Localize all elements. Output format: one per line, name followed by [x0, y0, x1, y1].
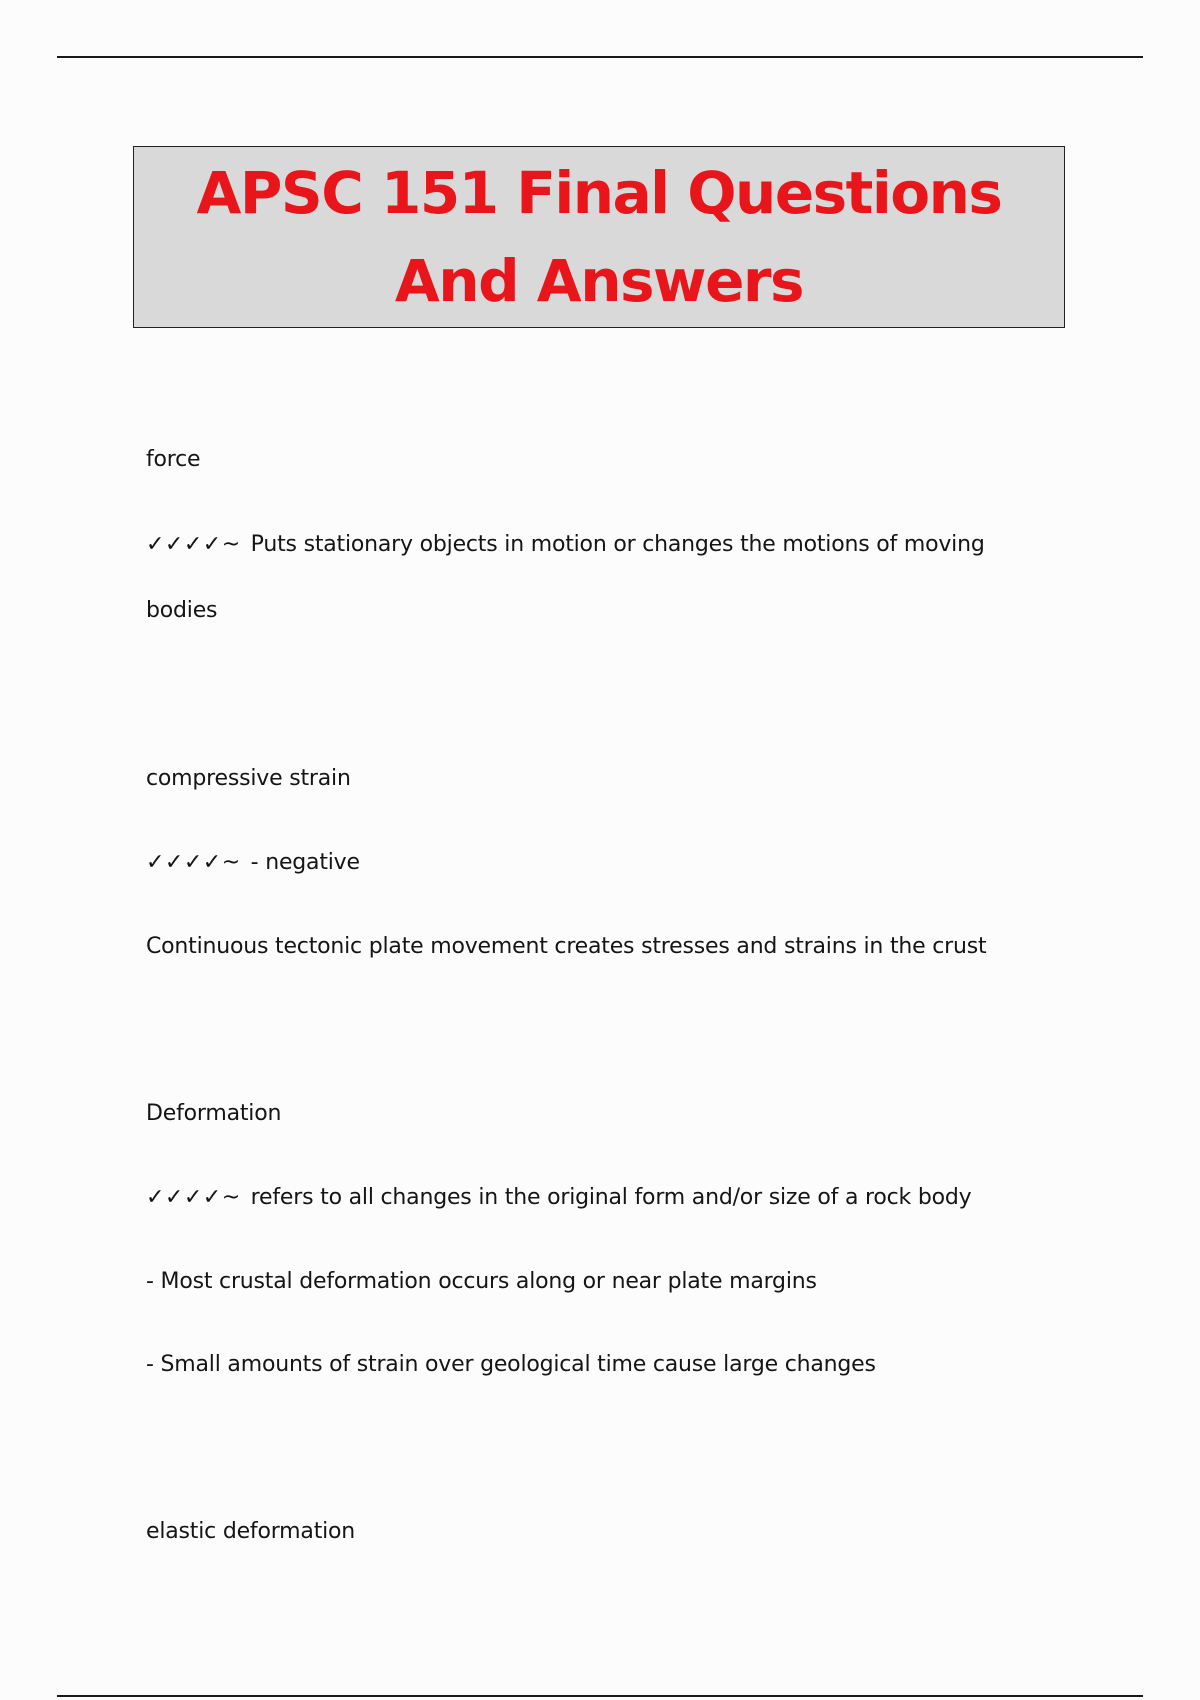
check-marks: ✓✓✓✓~ [146, 850, 241, 875]
bottom-rule [57, 1695, 1143, 1697]
check-marks: ✓✓✓✓~ [146, 1185, 241, 1210]
note-compressive-strain: Continuous tectonic plate movement creates stresses and strains in the crust [146, 934, 987, 959]
answer-force [146, 530, 985, 560]
term-force: force [146, 447, 201, 472]
answer-deformation [146, 1183, 972, 1213]
bullet-deformation-1: - Most crustal deformation occurs along or near plate margins [146, 1269, 817, 1294]
document-title: APSC 151 Final Questions And Answers [196, 159, 1002, 315]
answer-compressive-strain [146, 848, 360, 878]
term-deformation: Deformation [146, 1101, 282, 1126]
check-marks: ✓✓✓✓~ [146, 532, 241, 557]
title-box [133, 146, 1065, 328]
top-rule [57, 56, 1143, 58]
answer-deformation-text: refers to all changes in the original form and/or size of a rock body [250, 1185, 972, 1210]
answer-force-continued: bodies [146, 598, 218, 623]
answer-compressive-strain-text: - negative [250, 850, 360, 875]
term-elastic-deformation: elastic deformation [146, 1519, 356, 1544]
bullet-deformation-2: - Small amounts of strain over geological time cause large changes [146, 1352, 876, 1377]
answer-force-text: Puts stationary objects in motion or changes the motions of moving [250, 532, 985, 557]
term-compressive-strain: compressive strain [146, 766, 351, 791]
